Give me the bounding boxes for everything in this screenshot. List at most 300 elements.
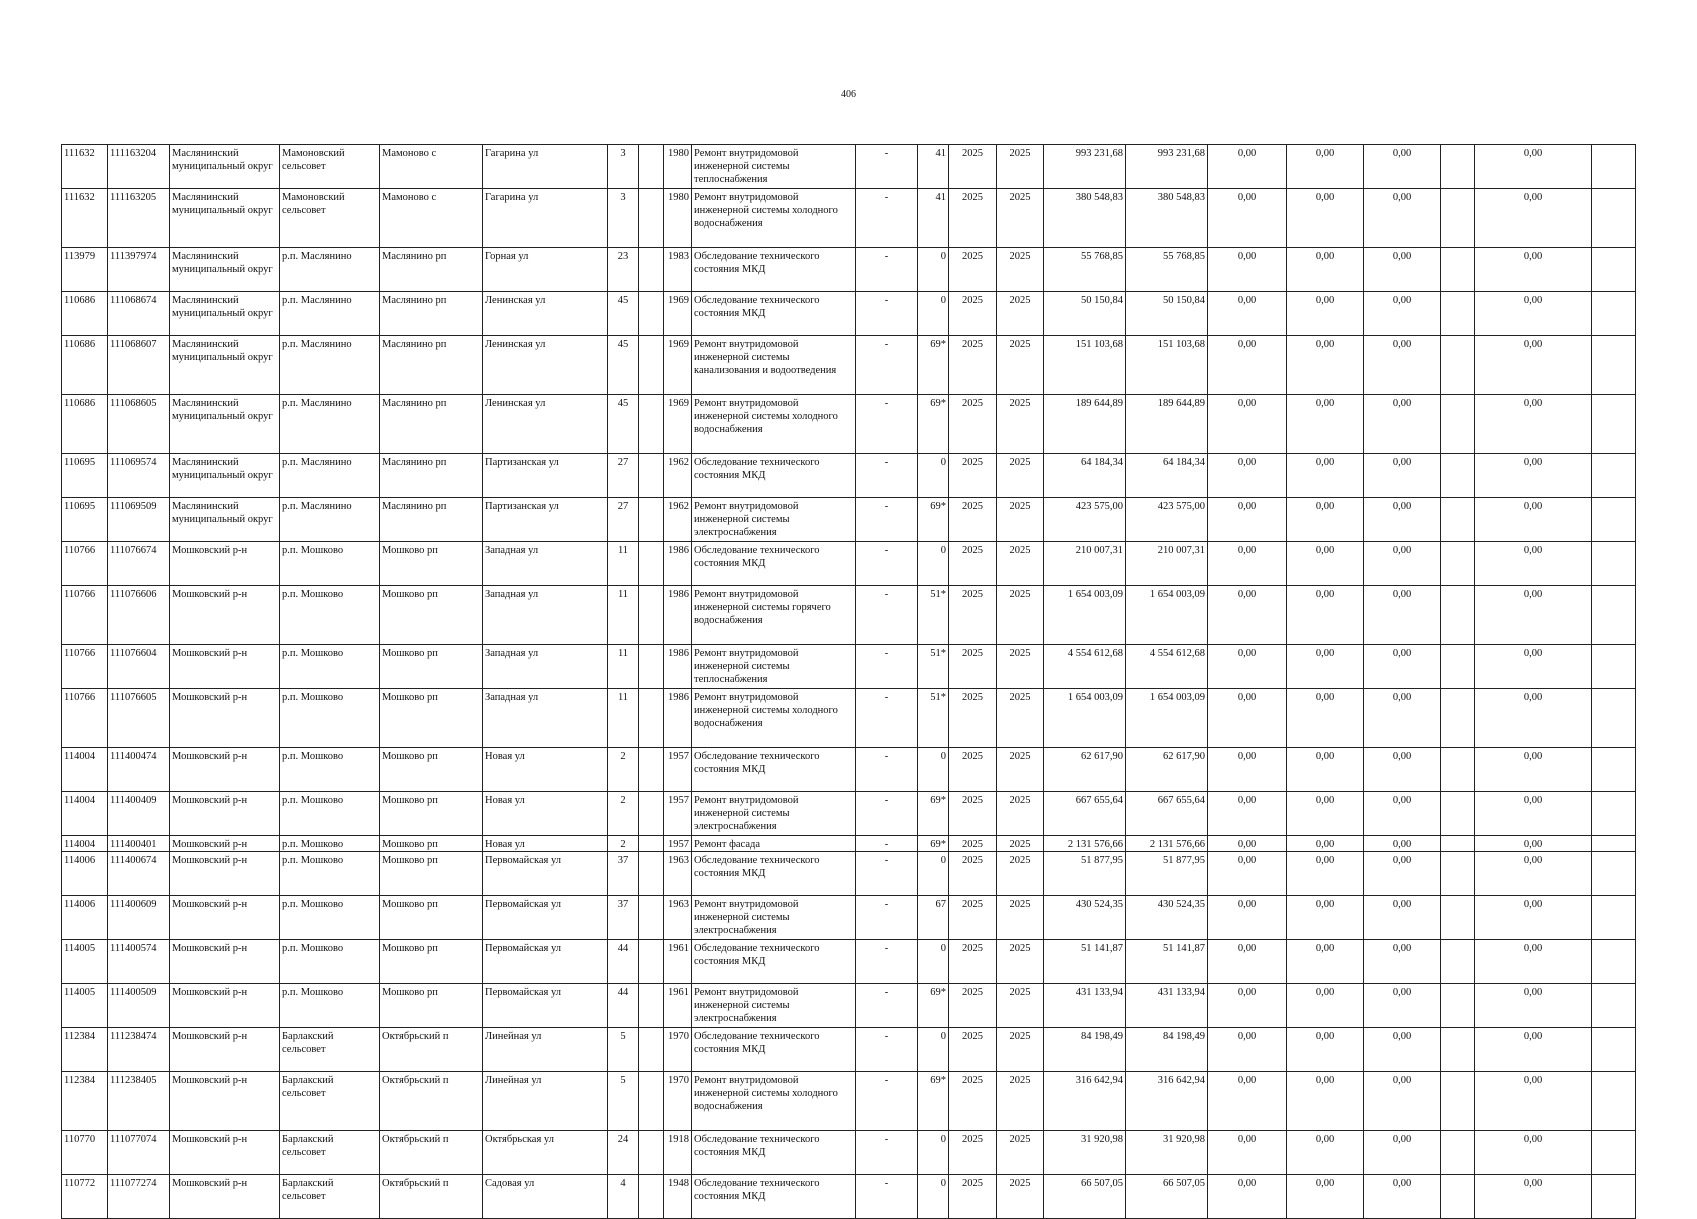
cell-building (639, 145, 664, 189)
cell-wear-percent: 0 (918, 1175, 949, 1219)
cell-building (639, 852, 664, 896)
cell-municipality: Мошковский р-н (170, 940, 280, 984)
cell-settlement: Мамоновский сельсовет (280, 189, 380, 248)
cell-house-id: 114005 (62, 940, 108, 984)
cell-federal-funds: 0,00 (1208, 498, 1287, 542)
cell-unit: - (856, 542, 918, 586)
cell-year-built: 1986 (664, 542, 692, 586)
cell-total-cost: 31 920,98 (1044, 1131, 1126, 1175)
cell-house-id: 114005 (62, 984, 108, 1028)
cell-unit: - (856, 1072, 918, 1131)
cell-federal-funds: 0,00 (1208, 336, 1287, 395)
cell-locality: Маслянино рп (380, 336, 483, 395)
cell-year-built: 1986 (664, 586, 692, 645)
cell-municipality: Мошковский р-н (170, 1175, 280, 1219)
cell-work-type: Ремонт внутридомовой инженерной системы горячего водоснабжения (692, 586, 856, 645)
cell-fund-cost: 4 554 612,68 (1126, 645, 1208, 689)
cell-house-id: 114004 (62, 836, 108, 852)
cell-local-funds: 0,00 (1364, 896, 1441, 940)
cell-work-id: 111400674 (108, 852, 170, 896)
cell-locality: Мошково рп (380, 748, 483, 792)
cell-street: Западная ул (483, 542, 608, 586)
table-row (62, 395, 1636, 454)
cell-regional-funds: 0,00 (1287, 586, 1364, 645)
cell-year-built: 1969 (664, 395, 692, 454)
cell-locality: Октябрьский п (380, 1072, 483, 1131)
cell-year-built: 1962 (664, 498, 692, 542)
table-row (62, 1072, 1636, 1131)
cell-settlement: Мамоновский сельсовет (280, 145, 380, 189)
cell-blank (1441, 292, 1475, 336)
cell-settlement: р.п. Маслянино (280, 454, 380, 498)
cell-federal-funds: 0,00 (1208, 896, 1287, 940)
cell-fund-cost: 31 920,98 (1126, 1131, 1208, 1175)
cell-regional-funds: 0,00 (1287, 292, 1364, 336)
cell-federal-funds: 0,00 (1208, 792, 1287, 836)
cell-settlement: р.п. Мошково (280, 645, 380, 689)
table-row (62, 1028, 1636, 1072)
cell-fund-cost: 667 655,64 (1126, 792, 1208, 836)
cell-building (639, 1175, 664, 1219)
cell-work-type: Обследование технического состояния МКД (692, 940, 856, 984)
cell-municipality: Мошковский р-н (170, 836, 280, 852)
cell-work-id: 111400474 (108, 748, 170, 792)
cell-building (639, 836, 664, 852)
cell-regional-funds: 0,00 (1287, 145, 1364, 189)
cell-work-type: Обследование технического состояния МКД (692, 1131, 856, 1175)
cell-total-cost: 66 507,05 (1044, 1175, 1126, 1219)
cell-municipality: Мошковский р-н (170, 1028, 280, 1072)
cell-house-id: 110766 (62, 542, 108, 586)
cell-street: Горная ул (483, 248, 608, 292)
cell-start-year: 2025 (949, 1072, 997, 1131)
cell-owner-funds: 0,00 (1475, 940, 1592, 984)
cell-regional-funds: 0,00 (1287, 1072, 1364, 1131)
cell-end-year: 2025 (997, 145, 1044, 189)
cell-municipality: Мошковский р-н (170, 1072, 280, 1131)
table-row (62, 645, 1636, 689)
cell-work-type: Ремонт внутридомовой инженерной системы электроснабжения (692, 984, 856, 1028)
cell-house-number: 2 (608, 748, 639, 792)
cell-blank (1441, 689, 1475, 748)
cell-federal-funds: 0,00 (1208, 1175, 1287, 1219)
cell-blank (1441, 248, 1475, 292)
cell-start-year: 2025 (949, 984, 997, 1028)
cell-unit: - (856, 395, 918, 454)
cell-blank (1441, 1028, 1475, 1072)
cell-locality: Мошково рп (380, 645, 483, 689)
cell-fund-cost: 64 184,34 (1126, 454, 1208, 498)
cell-owner-funds: 0,00 (1475, 395, 1592, 454)
cell-year-built: 1980 (664, 145, 692, 189)
cell-local-funds: 0,00 (1364, 748, 1441, 792)
cell-end-year: 2025 (997, 645, 1044, 689)
cell-unit: - (856, 189, 918, 248)
cell-local-funds: 0,00 (1364, 1131, 1441, 1175)
cell-local-funds: 0,00 (1364, 1028, 1441, 1072)
cell-fund-cost: 1 654 003,09 (1126, 689, 1208, 748)
cell-work-type: Ремонт внутридомовой инженерной системы электроснабжения (692, 498, 856, 542)
cell-building (639, 395, 664, 454)
cell-blank (1441, 454, 1475, 498)
cell-street: Партизанская ул (483, 454, 608, 498)
cell-owner-funds: 0,00 (1475, 836, 1592, 852)
cell-federal-funds: 0,00 (1208, 542, 1287, 586)
cell-locality: Октябрьский п (380, 1175, 483, 1219)
cell-work-type: Обследование технического состояния МКД (692, 852, 856, 896)
cell-house-number: 5 (608, 1072, 639, 1131)
cell-work-id: 111068607 (108, 336, 170, 395)
cell-settlement: р.п. Мошково (280, 984, 380, 1028)
cell-total-cost: 50 150,84 (1044, 292, 1126, 336)
table-row (62, 292, 1636, 336)
cell-start-year: 2025 (949, 454, 997, 498)
cell-blank (1441, 940, 1475, 984)
cell-regional-funds: 0,00 (1287, 792, 1364, 836)
cell-street: Ленинская ул (483, 395, 608, 454)
cell-start-year: 2025 (949, 896, 997, 940)
cell-end-year: 2025 (997, 454, 1044, 498)
cell-locality: Октябрьский п (380, 1131, 483, 1175)
cell-settlement: р.п. Мошково (280, 586, 380, 645)
cell-end-year: 2025 (997, 792, 1044, 836)
cell-work-type: Ремонт внутридомовой инженерной системы холодного водоснабжения (692, 395, 856, 454)
cell-start-year: 2025 (949, 689, 997, 748)
cell-federal-funds: 0,00 (1208, 248, 1287, 292)
cell-wear-percent: 41 (918, 145, 949, 189)
cell-work-type: Обследование технического состояния МКД (692, 292, 856, 336)
cell-work-type: Ремонт внутридомовой инженерной системы канализования и водоотведения (692, 336, 856, 395)
cell-year-built: 1983 (664, 248, 692, 292)
cell-municipality: Маслянинский муниципальный округ (170, 145, 280, 189)
cell-notes (1592, 336, 1636, 395)
cell-start-year: 2025 (949, 248, 997, 292)
cell-unit: - (856, 454, 918, 498)
cell-fund-cost: 993 231,68 (1126, 145, 1208, 189)
cell-start-year: 2025 (949, 542, 997, 586)
cell-total-cost: 423 575,00 (1044, 498, 1126, 542)
cell-work-id: 111068674 (108, 292, 170, 336)
cell-owner-funds: 0,00 (1475, 189, 1592, 248)
cell-end-year: 2025 (997, 748, 1044, 792)
cell-building (639, 645, 664, 689)
cell-total-cost: 210 007,31 (1044, 542, 1126, 586)
cell-street: Октябрьская ул (483, 1131, 608, 1175)
cell-total-cost: 993 231,68 (1044, 145, 1126, 189)
cell-blank (1441, 748, 1475, 792)
cell-building (639, 248, 664, 292)
cell-fund-cost: 84 198,49 (1126, 1028, 1208, 1072)
cell-wear-percent: 69* (918, 1072, 949, 1131)
cell-local-funds: 0,00 (1364, 292, 1441, 336)
cell-fund-cost: 50 150,84 (1126, 292, 1208, 336)
cell-blank (1441, 586, 1475, 645)
cell-house-id: 110766 (62, 689, 108, 748)
cell-unit: - (856, 792, 918, 836)
cell-fund-cost: 55 768,85 (1126, 248, 1208, 292)
cell-work-id: 111400609 (108, 896, 170, 940)
cell-work-id: 111400401 (108, 836, 170, 852)
cell-end-year: 2025 (997, 292, 1044, 336)
cell-year-built: 1961 (664, 940, 692, 984)
cell-work-type: Ремонт внутридомовой инженерной системы холодного водоснабжения (692, 689, 856, 748)
table-row (62, 542, 1636, 586)
cell-blank (1441, 189, 1475, 248)
cell-locality: Маслянино рп (380, 454, 483, 498)
cell-year-built: 1957 (664, 792, 692, 836)
cell-house-id: 110766 (62, 645, 108, 689)
cell-unit: - (856, 896, 918, 940)
cell-building (639, 498, 664, 542)
cell-work-type: Ремонт внутридомовой инженерной системы холодного водоснабжения (692, 1072, 856, 1131)
cell-start-year: 2025 (949, 836, 997, 852)
cell-wear-percent: 67 (918, 896, 949, 940)
cell-house-id: 111632 (62, 189, 108, 248)
cell-local-funds: 0,00 (1364, 1072, 1441, 1131)
cell-regional-funds: 0,00 (1287, 896, 1364, 940)
cell-wear-percent: 41 (918, 189, 949, 248)
cell-start-year: 2025 (949, 336, 997, 395)
table-row (62, 836, 1636, 852)
cell-local-funds: 0,00 (1364, 395, 1441, 454)
cell-notes (1592, 689, 1636, 748)
cell-wear-percent: 69* (918, 395, 949, 454)
cell-wear-percent: 0 (918, 292, 949, 336)
cell-year-built: 1957 (664, 748, 692, 792)
cell-settlement: Барлакский сельсовет (280, 1072, 380, 1131)
cell-total-cost: 84 198,49 (1044, 1028, 1126, 1072)
cell-regional-funds: 0,00 (1287, 645, 1364, 689)
cell-notes (1592, 792, 1636, 836)
cell-work-id: 111163205 (108, 189, 170, 248)
cell-owner-funds: 0,00 (1475, 145, 1592, 189)
cell-settlement: Барлакский сельсовет (280, 1175, 380, 1219)
cell-start-year: 2025 (949, 189, 997, 248)
cell-local-funds: 0,00 (1364, 498, 1441, 542)
cell-wear-percent: 0 (918, 852, 949, 896)
cell-work-id: 111238405 (108, 1072, 170, 1131)
cell-work-type: Ремонт внутридомовой инженерной системы теплоснабжения (692, 645, 856, 689)
cell-municipality: Маслянинский муниципальный округ (170, 336, 280, 395)
cell-house-number: 11 (608, 689, 639, 748)
table-row (62, 336, 1636, 395)
cell-settlement: р.п. Маслянино (280, 248, 380, 292)
cell-federal-funds: 0,00 (1208, 1028, 1287, 1072)
cell-total-cost: 380 548,83 (1044, 189, 1126, 248)
cell-work-id: 111076674 (108, 542, 170, 586)
cell-municipality: Маслянинский муниципальный округ (170, 248, 280, 292)
cell-local-funds: 0,00 (1364, 586, 1441, 645)
cell-notes (1592, 189, 1636, 248)
cell-street: Линейная ул (483, 1028, 608, 1072)
table-row (62, 248, 1636, 292)
cell-building (639, 689, 664, 748)
cell-notes (1592, 852, 1636, 896)
cell-house-id: 114006 (62, 896, 108, 940)
cell-start-year: 2025 (949, 1131, 997, 1175)
cell-work-type: Ремонт внутридомовой инженерной системы холодного водоснабжения (692, 189, 856, 248)
cell-total-cost: 667 655,64 (1044, 792, 1126, 836)
cell-settlement: р.п. Мошково (280, 689, 380, 748)
cell-house-number: 24 (608, 1131, 639, 1175)
cell-year-built: 1969 (664, 336, 692, 395)
cell-local-funds: 0,00 (1364, 984, 1441, 1028)
cell-year-built: 1918 (664, 1131, 692, 1175)
cell-notes (1592, 498, 1636, 542)
cell-street: Первомайская ул (483, 984, 608, 1028)
cell-start-year: 2025 (949, 498, 997, 542)
cell-unit: - (856, 836, 918, 852)
cell-total-cost: 4 554 612,68 (1044, 645, 1126, 689)
cell-notes (1592, 395, 1636, 454)
cell-total-cost: 189 644,89 (1044, 395, 1126, 454)
cell-house-id: 110686 (62, 395, 108, 454)
cell-regional-funds: 0,00 (1287, 984, 1364, 1028)
cell-settlement: р.п. Мошково (280, 748, 380, 792)
cell-building (639, 984, 664, 1028)
cell-regional-funds: 0,00 (1287, 1175, 1364, 1219)
cell-total-cost: 1 654 003,09 (1044, 689, 1126, 748)
cell-local-funds: 0,00 (1364, 454, 1441, 498)
cell-house-id: 112384 (62, 1028, 108, 1072)
cell-end-year: 2025 (997, 1175, 1044, 1219)
cell-fund-cost: 62 617,90 (1126, 748, 1208, 792)
cell-regional-funds: 0,00 (1287, 248, 1364, 292)
cell-municipality: Мошковский р-н (170, 852, 280, 896)
cell-wear-percent: 0 (918, 1131, 949, 1175)
cell-federal-funds: 0,00 (1208, 748, 1287, 792)
cell-house-number: 45 (608, 336, 639, 395)
table-row (62, 984, 1636, 1028)
cell-municipality: Маслянинский муниципальный округ (170, 292, 280, 336)
cell-wear-percent: 0 (918, 940, 949, 984)
cell-owner-funds: 0,00 (1475, 1131, 1592, 1175)
cell-end-year: 2025 (997, 395, 1044, 454)
cell-owner-funds: 0,00 (1475, 689, 1592, 748)
cell-house-number: 5 (608, 1028, 639, 1072)
cell-work-id: 111076604 (108, 645, 170, 689)
cell-blank (1441, 645, 1475, 689)
cell-wear-percent: 69* (918, 336, 949, 395)
cell-notes (1592, 1072, 1636, 1131)
cell-year-built: 1986 (664, 689, 692, 748)
cell-house-number: 3 (608, 189, 639, 248)
cell-end-year: 2025 (997, 689, 1044, 748)
cell-work-type: Обследование технического состояния МКД (692, 248, 856, 292)
cell-street: Новая ул (483, 748, 608, 792)
cell-fund-cost: 210 007,31 (1126, 542, 1208, 586)
cell-building (639, 292, 664, 336)
cell-work-id: 111076606 (108, 586, 170, 645)
cell-settlement: р.п. Маслянино (280, 336, 380, 395)
cell-owner-funds: 0,00 (1475, 645, 1592, 689)
cell-owner-funds: 0,00 (1475, 336, 1592, 395)
cell-work-type: Ремонт внутридомовой инженерной системы электроснабжения (692, 792, 856, 836)
cell-settlement: р.п. Мошково (280, 836, 380, 852)
cell-wear-percent: 51* (918, 645, 949, 689)
cell-work-id: 111238474 (108, 1028, 170, 1072)
cell-unit: - (856, 1131, 918, 1175)
table-row (62, 689, 1636, 748)
cell-street: Западная ул (483, 645, 608, 689)
cell-locality: Мошково рп (380, 940, 483, 984)
cell-wear-percent: 0 (918, 542, 949, 586)
cell-notes (1592, 145, 1636, 189)
cell-total-cost: 2 131 576,66 (1044, 836, 1126, 852)
cell-municipality: Мошковский р-н (170, 984, 280, 1028)
cell-street: Новая ул (483, 836, 608, 852)
cell-end-year: 2025 (997, 542, 1044, 586)
cell-blank (1441, 984, 1475, 1028)
cell-house-number: 45 (608, 292, 639, 336)
cell-start-year: 2025 (949, 292, 997, 336)
cell-work-id: 111400574 (108, 940, 170, 984)
cell-building (639, 336, 664, 395)
cell-street: Гагарина ул (483, 189, 608, 248)
cell-settlement: Барлакский сельсовет (280, 1131, 380, 1175)
cell-blank (1441, 336, 1475, 395)
cell-work-id: 111077274 (108, 1175, 170, 1219)
cell-blank (1441, 542, 1475, 586)
cell-house-id: 110770 (62, 1131, 108, 1175)
cell-fund-cost: 66 507,05 (1126, 1175, 1208, 1219)
cell-end-year: 2025 (997, 498, 1044, 542)
cell-year-built: 1957 (664, 836, 692, 852)
cell-work-id: 111163204 (108, 145, 170, 189)
cell-fund-cost: 380 548,83 (1126, 189, 1208, 248)
cell-total-cost: 51 141,87 (1044, 940, 1126, 984)
cell-settlement: р.п. Маслянино (280, 395, 380, 454)
cell-notes (1592, 940, 1636, 984)
cell-unit: - (856, 586, 918, 645)
cell-settlement: р.п. Мошково (280, 852, 380, 896)
cell-local-funds: 0,00 (1364, 852, 1441, 896)
repair-registry-table (61, 144, 1636, 1219)
cell-federal-funds: 0,00 (1208, 1072, 1287, 1131)
cell-wear-percent: 0 (918, 454, 949, 498)
cell-wear-percent: 51* (918, 586, 949, 645)
cell-municipality: Маслянинский муниципальный округ (170, 189, 280, 248)
table-row (62, 896, 1636, 940)
cell-federal-funds: 0,00 (1208, 836, 1287, 852)
cell-locality: Мошково рп (380, 792, 483, 836)
cell-total-cost: 316 642,94 (1044, 1072, 1126, 1131)
cell-unit: - (856, 1028, 918, 1072)
cell-unit: - (856, 1175, 918, 1219)
cell-municipality: Маслянинский муниципальный округ (170, 395, 280, 454)
cell-regional-funds: 0,00 (1287, 940, 1364, 984)
table-row (62, 748, 1636, 792)
cell-year-built: 1980 (664, 189, 692, 248)
cell-settlement: р.п. Мошково (280, 542, 380, 586)
cell-house-id: 110686 (62, 336, 108, 395)
cell-local-funds: 0,00 (1364, 940, 1441, 984)
cell-fund-cost: 430 524,35 (1126, 896, 1208, 940)
cell-municipality: Мошковский р-н (170, 689, 280, 748)
cell-wear-percent: 51* (918, 689, 949, 748)
cell-year-built: 1963 (664, 852, 692, 896)
cell-locality: Мошково рп (380, 836, 483, 852)
cell-street: Гагарина ул (483, 145, 608, 189)
cell-unit: - (856, 498, 918, 542)
cell-notes (1592, 1131, 1636, 1175)
cell-building (639, 748, 664, 792)
cell-end-year: 2025 (997, 852, 1044, 896)
cell-street: Первомайская ул (483, 940, 608, 984)
cell-municipality: Мошковский р-н (170, 1131, 280, 1175)
cell-work-id: 111069574 (108, 454, 170, 498)
cell-owner-funds: 0,00 (1475, 292, 1592, 336)
